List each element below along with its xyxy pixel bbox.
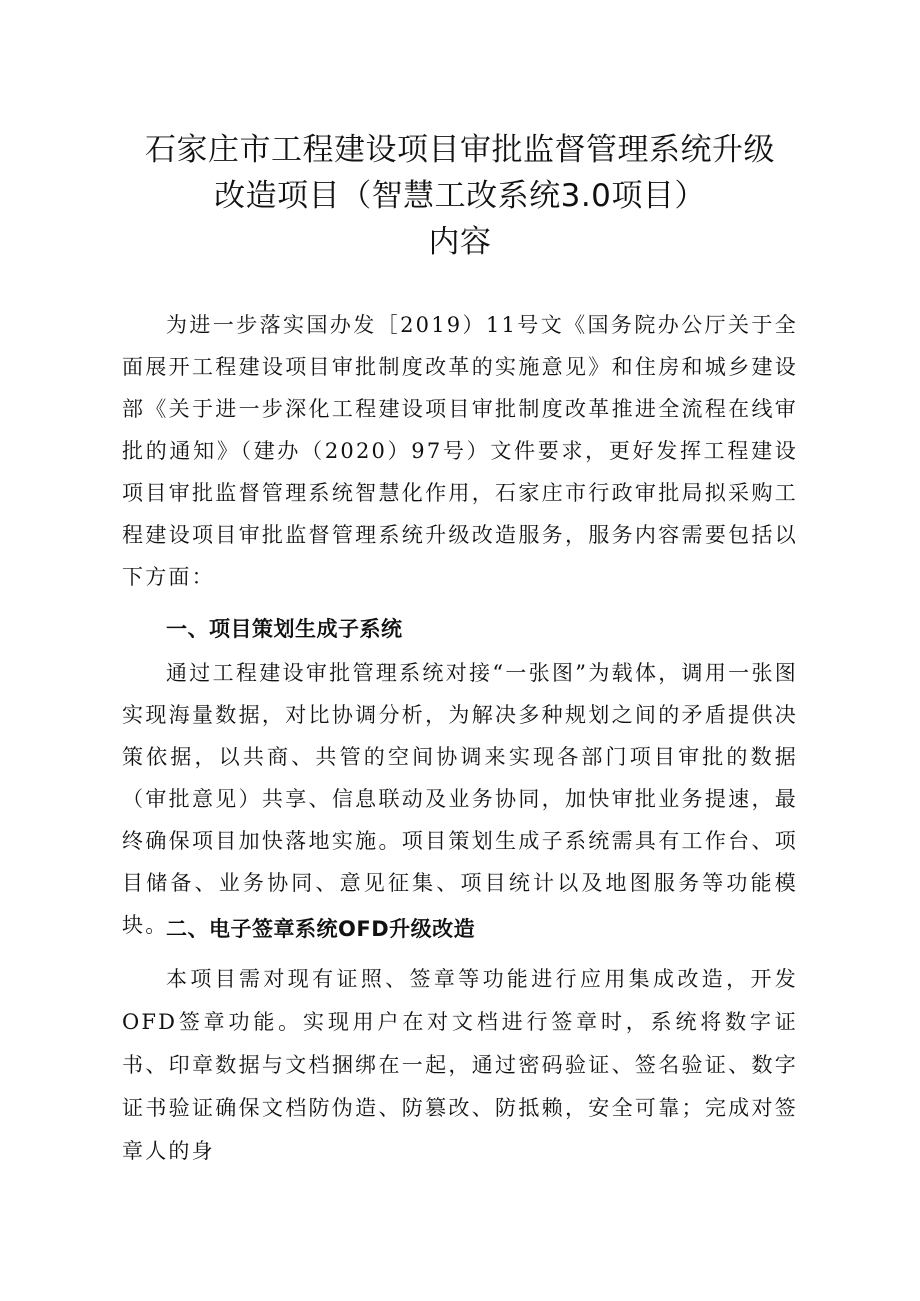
section-heading-1: 一、项目策划生成子系统 [166, 617, 403, 641]
section-heading-2: 二、电子签章系统OFD升级改造 [166, 917, 476, 941]
document-title-line-3: 内容 [428, 224, 492, 260]
section-1-paragraph: 通过工程建设审批管理系统对接“一张图”为载体，调用一张图实现海量数据，对比协调分析，为解决多种规划之间的矛盾提供决策依据，以共商、共管的空间协调来实现各部门项目审批的数据（审批意见）共享、信息联动及业务协同，加快审批业务提速，最终确保项目加快落地实施。项目策划生成子系统需具有工作台、项目储备、业务协同、意见征集、项目统计以及地图服务等功能模块。 [122, 661, 798, 937]
document-title-line-1: 石家庄市工程建设项目审批监督管理系统升级 [145, 132, 775, 168]
intro-paragraph: 为进一步落实国办发［2019）11号文《国务院办公厅关于全面展开工程建设项目审批制度改革的实施意见》和住房和城乡建设部《关于进一步深化工程建设项目审批制度改革推进全流程在线审批的通知》（建办（2020）97号）文件要求，更好发挥工程建设项目审批监督管理系统智慧化作用，石家庄市行政审批局拟采购工程建设项目审批监督管理系统升级改造服务，服务内容需要包括以下方面： [122, 313, 798, 589]
document-title-line-2: 改造项目（智慧工改系统3.0项目） [214, 178, 706, 214]
section-2-paragraph: 本项目需对现有证照、签章等功能进行应用集成改造，开发OFD签章功能。实现用户在对文档进行签章时，系统将数字证书、印章数据与文档捆绑在一起，通过密码验证、签名验证、数字证书验证确保文档防伪造、防篡改、防抵赖，安全可靠；完成对签章人的身 [122, 967, 798, 1163]
